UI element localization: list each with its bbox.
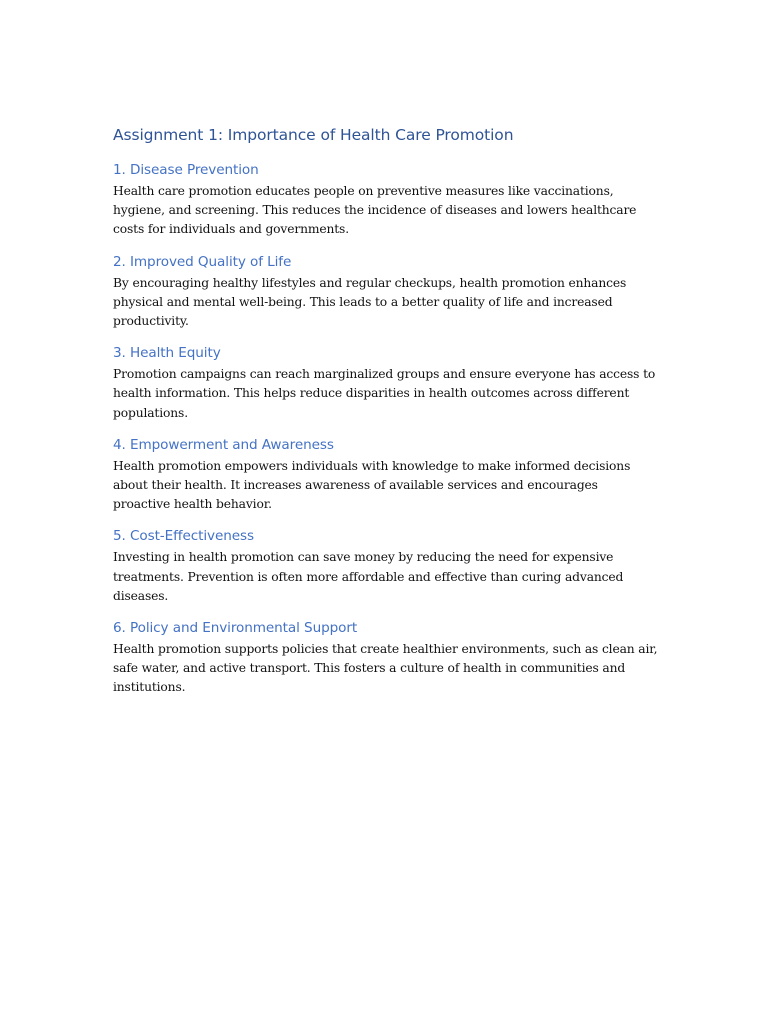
section-heading: 2. Improved Quality of Life (113, 253, 292, 270)
section-heading: 5. Cost-Effectiveness (113, 528, 254, 545)
section-body: Health promotion empowers individuals with knowledge to make informed decisions about their health. It increases awareness of available services and encourages proactive health behavior. (113, 458, 631, 512)
section-heading: 6. Policy and Environmental Support (113, 620, 358, 637)
section-body: Promotion campaigns can reach marginalized groups and ensure everyone has access to health information. This helps reduce disparities in health outcomes across different populations. (113, 367, 656, 420)
section-cost-effectiveness (113, 526, 658, 606)
document-content (113, 124, 658, 710)
section-heading: 3. Health Equity (113, 345, 221, 362)
section-health-equity (113, 343, 658, 423)
section-empowerment-awareness (113, 435, 658, 515)
document-title: Assignment 1: Importance of Health Care Promotion (113, 126, 514, 144)
section-policy-environmental-support (113, 618, 658, 698)
section-body: Health promotion supports policies that create healthier environments, such as clean air, safe water, and active transport. This fosters a culture of health in communities and institutions. (113, 642, 658, 695)
section-body: Health care promotion educates people on preventive measures like vaccinations, hygiene, and screening. This reduces the incidence of diseases and lowers healthcare costs for individuals and governments. (113, 184, 637, 237)
section-quality-of-life (113, 252, 658, 332)
section-heading: 1. Disease Prevention (113, 162, 259, 178)
section-body: By encouraging healthy lifestyles and regular checkups, health promotion enhances physical and mental well-being. This leads to a better quality of life and increased productivity. (113, 275, 627, 329)
section-disease-prevention (113, 160, 658, 240)
section-body: Investing in health promotion can save money by reducing the need for expensive treatments. Prevention is often more affordable and effective than curing advanced diseases. (113, 550, 624, 603)
section-heading: 4. Empowerment and Awareness (113, 436, 334, 453)
